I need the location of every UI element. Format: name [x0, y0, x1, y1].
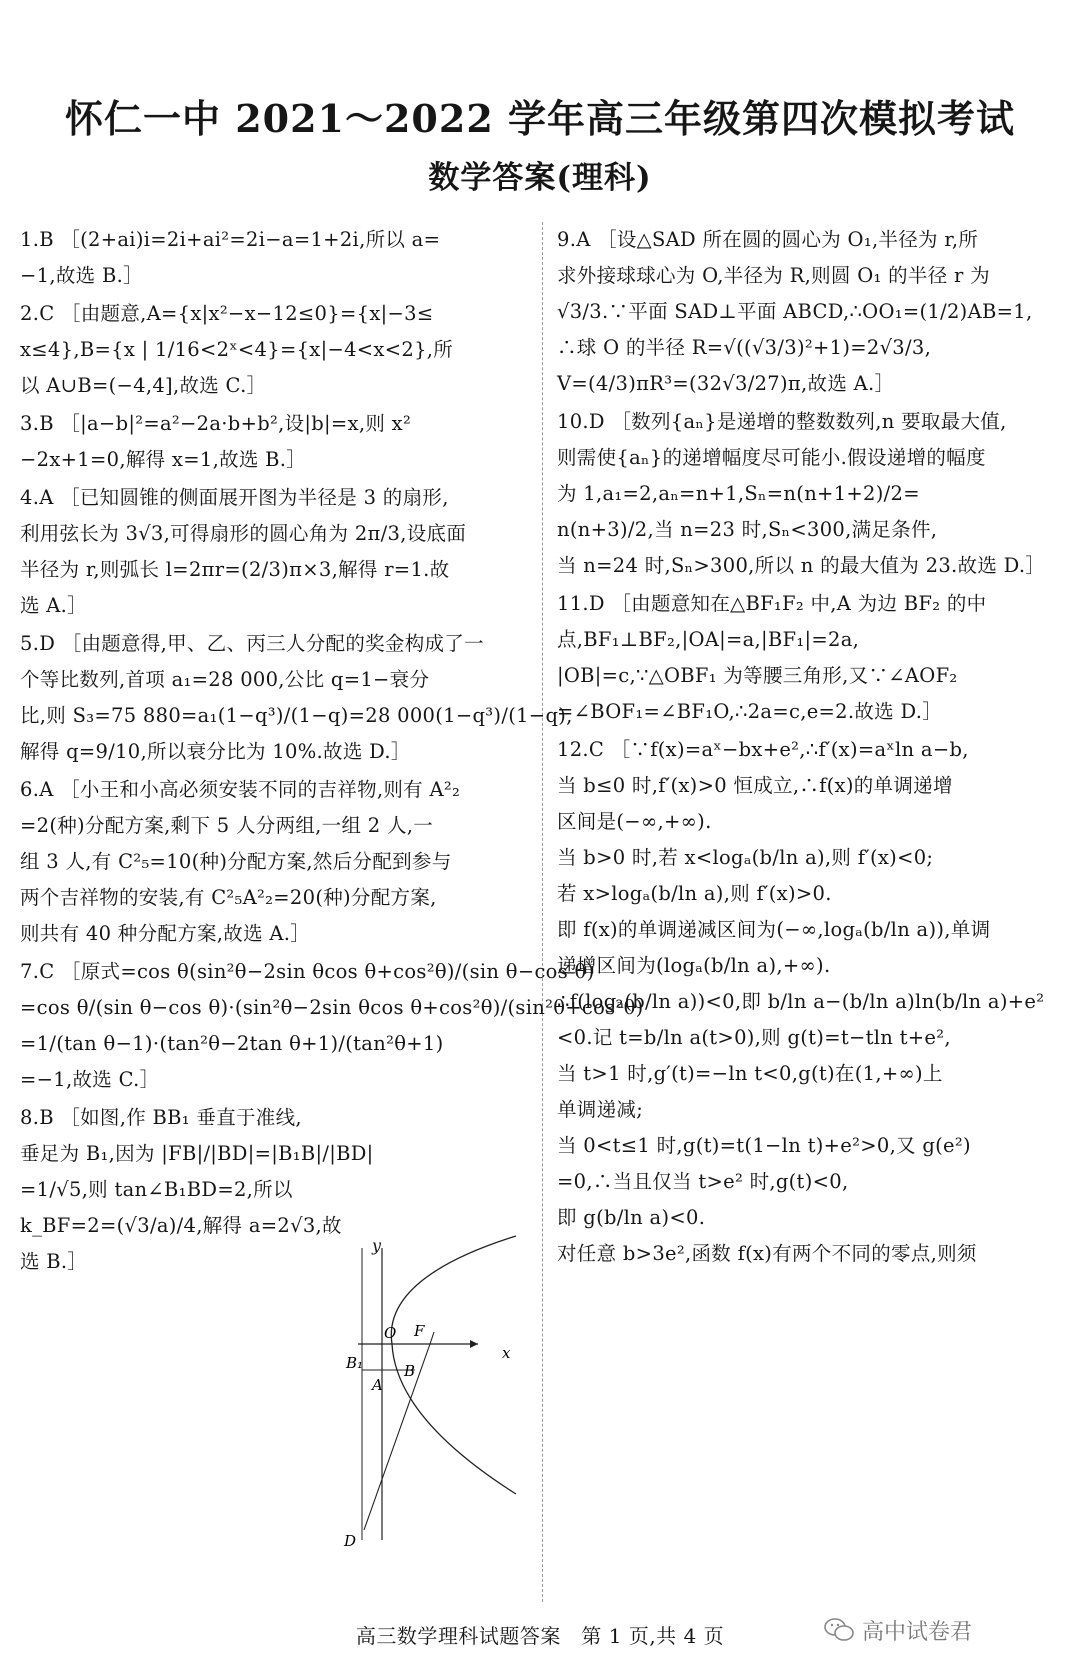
answer-line: 11.D ［由题意知在△BF₁F₂ 中,A 为边 BF₂ 的中: [557, 592, 987, 615]
answer-line: 2.C ［由题意,A={x|x²−x−12≤0}={x|−3≤: [20, 302, 434, 325]
answer-line: 对任意 b>3e²,函数 f(x)有两个不同的零点,则须: [557, 1242, 977, 1265]
parabola-figure: [344, 1308, 520, 1550]
answer-line: =∠BOF₁=∠BF₁O,∴2a=c,e=2.故选 D.］: [557, 700, 943, 723]
answer-item: [20, 480, 520, 624]
page-subtitle: 数学答案(理科): [428, 160, 652, 196]
answer-line: =2(种)分配方案,剩下 5 人分两组,一组 2 人,一: [20, 814, 434, 837]
answer-line: 递增区间为(logₐ(b/ln a),+∞).: [557, 954, 831, 977]
answer-item: [20, 626, 573, 770]
answer-item: [557, 732, 1055, 1272]
label-b: B: [404, 1362, 416, 1380]
answer-line: =1/(tan θ−1)·(tan²θ−2tan θ+1)/(tan²θ+1): [20, 1032, 444, 1055]
answer-line: −2x+1=0,解得 x=1,故选 B.］: [20, 448, 307, 471]
answer-item: [20, 296, 520, 404]
answer-line: 则共有 40 种分配方案,故选 A.］: [20, 922, 311, 945]
answer-line: −1,故选 B.］: [20, 264, 143, 287]
wechat-icon: [824, 1617, 854, 1643]
answer-item: [557, 586, 1055, 730]
answer-line: 即 g(b/ln a)<0.: [557, 1206, 706, 1229]
answer-item: [557, 222, 1055, 402]
answer-line: 个等比数列,首项 a₁=28 000,公比 q=1−衰分: [20, 668, 430, 691]
answer-line: 即 f(x)的单调递减区间为(−∞,logₐ(b/ln a)),单调: [557, 918, 991, 941]
answer-line: 9.A ［设△SAD 所在圆的圆心为 O₁,半径为 r,所: [557, 228, 979, 251]
answer-line: 当 t>1 时,g′(t)=−ln t<0,g(t)在(1,+∞)上: [557, 1062, 943, 1085]
answer-line: 两个吉祥物的安装,有 C²₅A²₂=20(种)分配方案,: [20, 886, 437, 909]
answer-line: 利用弦长为 3√3,可得扇形的圆心角为 2π/3,设底面: [20, 522, 467, 545]
label-d: D: [344, 1532, 357, 1550]
answer-line: 选 A.］: [20, 594, 87, 617]
answer-item: [20, 222, 520, 294]
answer-item: [20, 954, 644, 1098]
answer-line: n(n+3)/2,当 n=23 时,Sₙ<300,满足条件,: [557, 518, 938, 541]
x-axis-arrow: [470, 1340, 478, 1348]
answer-line: √3/3.∵平面 SAD⊥平面 ABCD,∴OO₁=(1/2)AB=1,: [557, 300, 1033, 323]
answer-line: 半径为 r,则弧长 l=2πr=(2/3)π×3,解得 r=1.故: [20, 558, 450, 581]
answer-line: ∴球 O 的半径 R=√((√3/3)²+1)=2√3/3,: [557, 336, 932, 359]
label-a: A: [372, 1376, 383, 1394]
answer-line: 比,则 S₃=75 880=a₁(1−q³)/(1−q)=28 000(1−q³)/(1−q),: [20, 704, 573, 727]
answer-line: =1/√5,则 tan∠B₁BD=2,所以: [20, 1178, 293, 1201]
watermark: [824, 1612, 972, 1648]
y-label: y: [372, 1236, 382, 1255]
answer-line: 组 3 人,有 C²₅=10(种)分配方案,然后分配到参与: [20, 850, 452, 873]
answer-line: 求外接球球心为 O,半径为 R,则圆 O₁ 的半径 r 为: [557, 264, 990, 287]
answer-line: 6.A ［小王和小高必须安装不同的吉祥物,则有 A²₂: [20, 778, 461, 801]
answer-line: <0.记 t=b/ln a(t>0),则 g(t)=t−tln t+e²,: [557, 1026, 951, 1049]
answer-line: 则需使{aₙ}的递增幅度尽可能小.假设递增的幅度: [557, 446, 986, 469]
answer-line: x≤4},B={x | 1/16<2ˣ<4}={x|−4<x<2},所: [20, 338, 454, 361]
answer-line: 选 B.］: [20, 1250, 88, 1273]
answer-line: 8.B ［如图,作 BB₁ 垂直于准线,: [20, 1106, 302, 1129]
label-f: F: [414, 1322, 425, 1340]
label-b1: B₁: [346, 1354, 364, 1372]
answer-line: 1.B ［(2+ai)i=2i+ai²=2i−a=1+2i,所以 a=: [20, 228, 441, 251]
answer-item: [557, 404, 1055, 584]
answer-line: 5.D ［由题意得,甲、乙、丙三人分配的奖金构成了一: [20, 632, 484, 655]
answer-line: 当 b>0 时,若 x<logₐ(b/ln a),则 f′(x)<0;: [557, 846, 934, 869]
right-column: [557, 222, 1055, 1274]
answer-line: 10.D ［数列{aₙ}是递增的整数数列,n 要取最大值,: [557, 410, 1007, 433]
answer-line: 区间是(−∞,+∞).: [557, 810, 712, 833]
answer-line: 当 b≤0 时,f′(x)>0 恒成立,∴f(x)的单调递增: [557, 774, 953, 797]
answer-line: |OB|=c,∵△OBF₁ 为等腰三角形,又∵∠AOF₂: [557, 664, 958, 687]
answer-item: [20, 772, 520, 952]
answer-item: [20, 1100, 520, 1280]
answer-line: 7.C ［原式=cos θ(sin²θ−2sin θcos θ+cos²θ)/(sin θ−cos θ): [20, 960, 595, 983]
answer-line: 以 A∪B=(−4,4],故选 C.］: [20, 374, 267, 397]
line-df-ext: [430, 1332, 434, 1344]
column-divider: [542, 222, 543, 1602]
label-o: O: [384, 1324, 397, 1342]
answer-line: 垂足为 B₁,因为 |FB|/|BD|=|B₁B|/|BD|: [20, 1142, 374, 1165]
answer-item: [20, 406, 520, 478]
watermark-text: 高中试卷君: [862, 1619, 973, 1645]
label-x: x: [502, 1344, 511, 1362]
answer-line: 若 x>logₐ(b/ln a),则 f′(x)>0.: [557, 882, 832, 905]
answer-line: 为 1,a₁=2,aₙ=n+1,Sₙ=n(n+1+2)/2=: [557, 482, 920, 505]
answer-line: 4.A ［已知圆锥的侧面展开图为半径是 3 的扇形,: [20, 486, 449, 509]
answer-line: ∴f(logₐ(b/ln a))<0,即 b/ln a−(b/ln a)ln(b/ln a)+e²: [557, 990, 1045, 1013]
answer-line: 解得 q=9/10,所以衰分比为 10%.故选 D.］: [20, 740, 411, 763]
answer-line: 单调递减;: [557, 1098, 644, 1121]
answer-line: =cos θ/(sin θ−cos θ)·(sin²θ−2sin θcos θ+cos²θ)/(sin²θ+cos²θ): [20, 996, 644, 1019]
answer-line: 点,BF₁⊥BF₂,|OA|=a,|BF₁|=2a,: [557, 628, 860, 651]
answer-line: 3.B ［|a−b|²=a²−2a·b+b²,设|b|=x,则 x²: [20, 412, 412, 435]
answer-line: 当 0<t≤1 时,g(t)=t(1−ln t)+e²>0,又 g(e²): [557, 1134, 971, 1157]
answer-line: 当 n=24 时,Sₙ>300,所以 n 的最大值为 23.故选 D.］: [557, 554, 1046, 577]
parabola-diagram: [344, 1308, 520, 1550]
answer-line: =0,∴当且仅当 t>e² 时,g(t)<0,: [557, 1170, 849, 1193]
page-title: 怀仁一中 2021～2022 学年高三年级第四次模拟考试: [65, 96, 1015, 141]
answer-line: 12.C ［∵f(x)=aˣ−bx+e²,∴f′(x)=aˣln a−b,: [557, 738, 969, 761]
answer-line: k_BF=2=(√3/a)/4,解得 a=2√3,故: [20, 1214, 342, 1237]
page-footer: 高三数学理科试题答案 第 1 页,共 4 页: [355, 1624, 725, 1648]
answer-line: V=(4/3)πR³=(32√3/27)π,故选 A.］: [557, 372, 895, 395]
answer-line: =−1,故选 C.］: [20, 1068, 160, 1091]
